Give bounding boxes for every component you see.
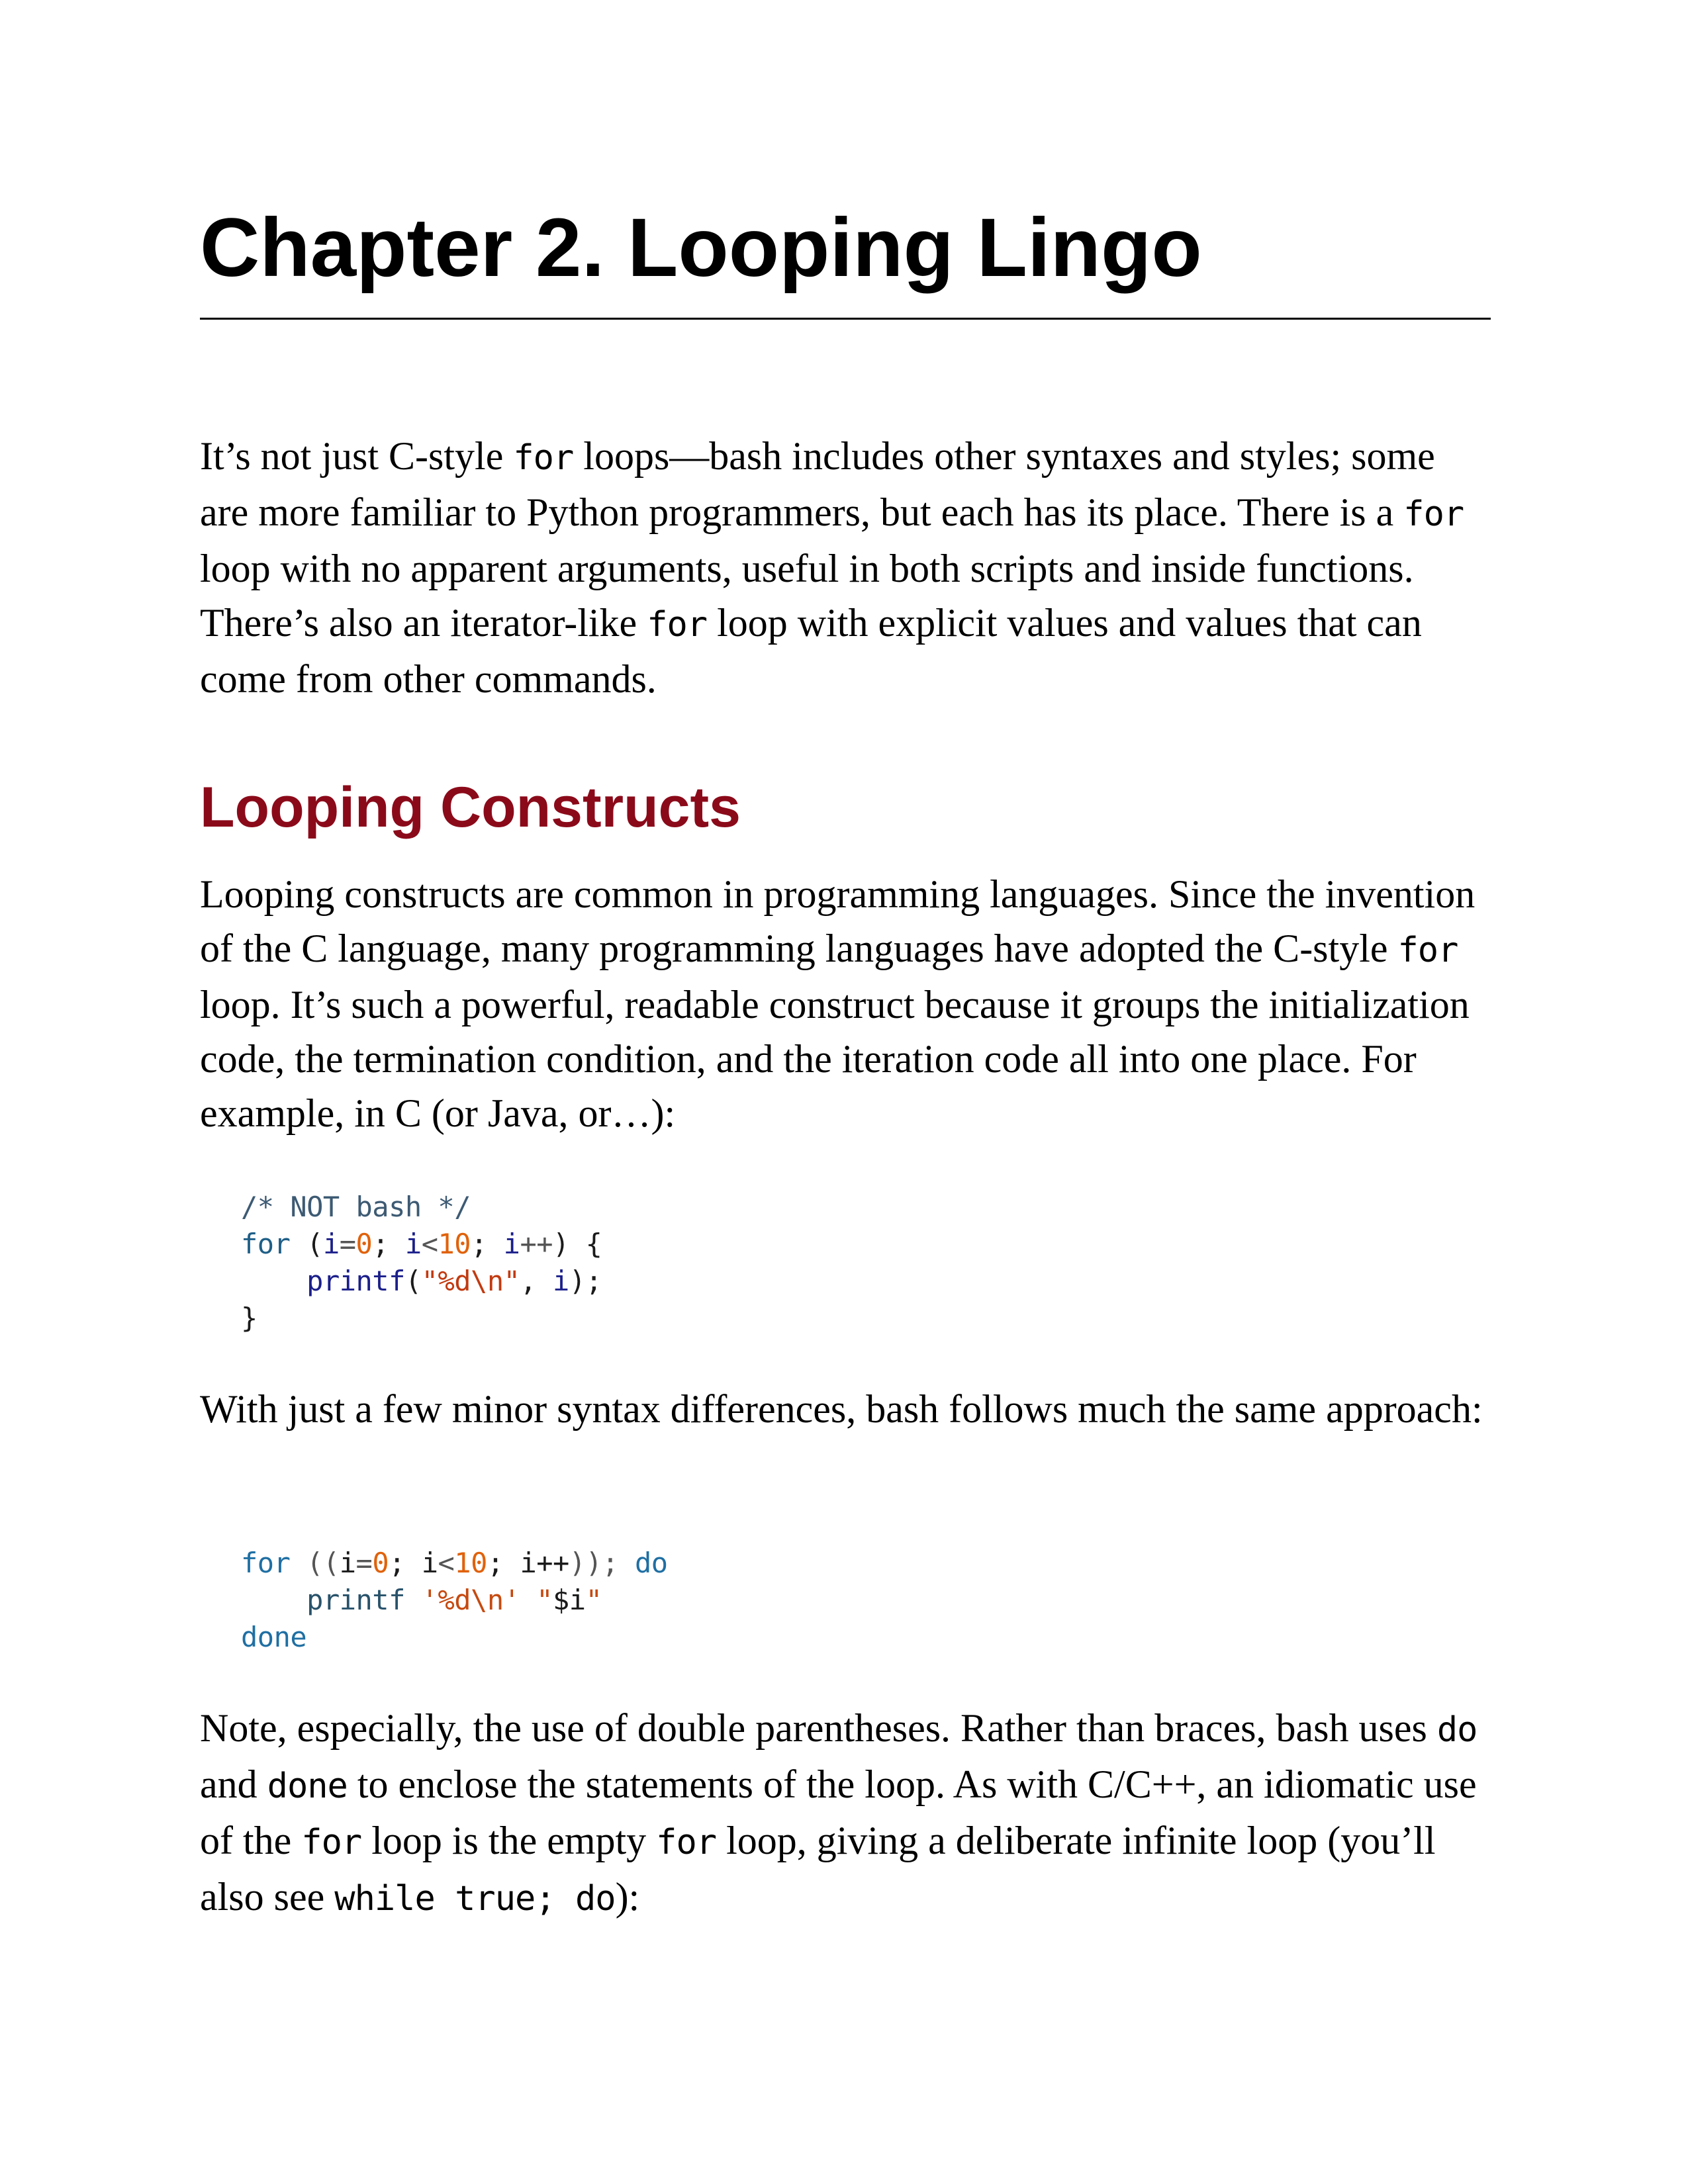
code-token: = (339, 1228, 356, 1260)
code-token: /* NOT bash */ (241, 1191, 471, 1223)
code-token: (( (290, 1547, 340, 1579)
code-token: i (404, 1228, 422, 1260)
code-token: i (503, 1228, 520, 1260)
inline-code: for (513, 438, 574, 478)
code-token (241, 1265, 306, 1297)
inline-code: for (1397, 931, 1458, 970)
inline-code: while true; do (334, 1879, 616, 1919)
code-token: , (520, 1265, 553, 1297)
code-token: '%d\n' (421, 1584, 520, 1616)
code-line (241, 1300, 602, 1337)
code-token: i++ (520, 1547, 569, 1579)
text-run: loop with no apparent arguments, useful in both scripts and inside functions. There’s also an iterator-like (200, 490, 1474, 645)
intro-paragraph (200, 429, 1491, 706)
code-token: < (421, 1228, 438, 1260)
section-heading: Looping Constructs (200, 776, 741, 839)
code-line (241, 1189, 602, 1226)
inline-code: for (656, 1823, 717, 1862)
inline-code: done (267, 1766, 348, 1806)
code-token: " (585, 1584, 602, 1616)
code-token: 10 (454, 1547, 487, 1579)
text-run: Note, especially, the use of double parentheses. Rather than braces, bash uses (200, 1706, 1437, 1750)
code-token: ) { (553, 1228, 602, 1260)
text-run: With just a few minor syntax differences, bash follows much the same approach: (200, 1387, 1483, 1431)
code-token: "%d\n" (421, 1265, 520, 1297)
code-token (618, 1547, 635, 1579)
text-run: loop is the empty (361, 1819, 657, 1862)
title-divider (200, 318, 1491, 320)
code-token: printf (306, 1584, 405, 1616)
chapter-title: Chapter 2. Looping Lingo (200, 202, 1202, 294)
code-token: i (339, 1547, 356, 1579)
code-token: done (241, 1621, 307, 1653)
code-token: ++ (520, 1228, 553, 1260)
code-token: 0 (355, 1228, 373, 1260)
code-token: < (438, 1547, 455, 1579)
code-line (241, 1619, 668, 1656)
code-token: ); (569, 1265, 602, 1297)
code-token: ; (389, 1547, 422, 1579)
code-line (241, 1545, 668, 1582)
inline-code: for (301, 1823, 362, 1862)
text-run: to enclose the statements of the loop. As with C/C++, an idiomatic use of the (200, 1762, 1487, 1862)
inline-code: for (1403, 494, 1464, 534)
code-token: ( (290, 1228, 323, 1260)
double-parentheses-paragraph (200, 1701, 1491, 1926)
code-token: 10 (438, 1228, 471, 1260)
text-run: loop with explicit values and values that can come from other commands. (200, 601, 1432, 701)
code-token: i (322, 1228, 340, 1260)
code-token: 0 (372, 1547, 389, 1579)
text-run: It’s not just C-style (200, 434, 514, 478)
code-token: ; (471, 1228, 504, 1260)
looping-constructs-paragraph (200, 867, 1491, 1140)
code-token (405, 1584, 422, 1616)
text-run: Looping constructs are common in programming languages. Since the invention of the C language, many programming languages have adopted the C-style (200, 872, 1485, 970)
bash-code-block (241, 1545, 668, 1656)
code-token: = (355, 1547, 373, 1579)
text-run: loop, giving a deliberate infinite loop (you’ll also see (200, 1819, 1446, 1919)
code-token: )); (569, 1547, 619, 1579)
inline-code: for (647, 605, 708, 645)
text-run: and (200, 1706, 1487, 1806)
code-token (520, 1584, 536, 1616)
code-line (241, 1582, 668, 1619)
code-token: " (536, 1584, 553, 1616)
code-line (241, 1263, 602, 1300)
code-token: i (552, 1265, 569, 1297)
text-run: ): (615, 1875, 640, 1919)
code-token: printf (306, 1265, 405, 1297)
code-token: do (634, 1547, 668, 1579)
code-token: for (241, 1228, 291, 1260)
code-token: $i (552, 1584, 586, 1616)
code-token: ; (372, 1228, 405, 1260)
inline-code: do (1436, 1710, 1477, 1750)
code-token: ; (487, 1547, 520, 1579)
code-token: } (241, 1302, 258, 1334)
text-run: loops—bash includes other syntaxes and styles; some are more familiar to Python programmers, but each has its place. There is a (200, 434, 1445, 534)
code-token: i (421, 1547, 438, 1579)
bash-approach-paragraph (200, 1382, 1491, 1436)
code-token (241, 1584, 306, 1616)
text-run: loop. It’s such a powerful, readable construct because it groups the initialization code, the termination condition, and the iteration code all into one place. For example, in C (or Java, or…): (200, 927, 1479, 1135)
c-code-block (241, 1189, 602, 1337)
code-token: for (241, 1547, 291, 1579)
code-token: ( (404, 1265, 422, 1297)
code-line (241, 1226, 602, 1263)
